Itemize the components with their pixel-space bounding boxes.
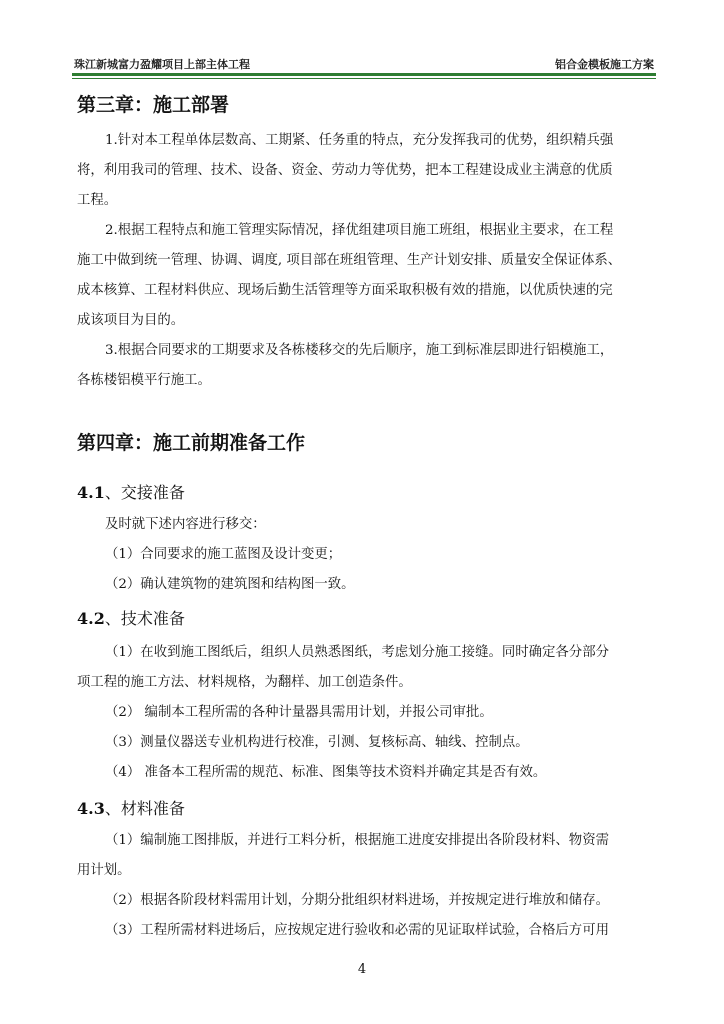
paragraph-line: 1.针对本工程单体层数高、工期紧、任务重的特点，充分发挥我司的优势，组织精兵强: [105, 133, 614, 148]
list-item: （1）合同要求的施工蓝图及设计变更；: [105, 547, 342, 562]
section-number: 4.2: [77, 609, 105, 628]
header-document-title: 铝合金模板施工方案: [555, 58, 654, 71]
section-title: 、交接准备: [104, 483, 185, 502]
paragraph-line: 成本核算、工程材料供应、现场后勤生活管理等方面采取积极有效的措施，以优质快速的完: [77, 283, 613, 298]
list-item: （2） 编制本工程所需的各种计量器具需用计划，并报公司审批。: [105, 705, 493, 720]
page-number: 4: [357, 962, 367, 977]
paragraph-line: 2.根据工程特点和施工管理实际情况，择优组建项目施工班组，根据业主要求，在工程: [105, 223, 614, 238]
list-item: （2）确认建筑物的建筑图和结构图一致。: [105, 577, 355, 592]
paragraph-line: 成该项目为目的。: [77, 313, 185, 328]
section-4-1-heading: [77, 480, 185, 503]
list-item: （3）测量仪器送专业机构进行校准，引测、复核标高、轴线、控制点。: [105, 735, 529, 750]
section-4-2-heading: [77, 606, 185, 629]
paragraph-line: 项工程的施工方法、材料规格，为翻样、加工创造条件。: [77, 675, 412, 690]
paragraph-line: 施工中做到统一管理、协调、调度, 项目部在班组管理、生产计划安排、质量安全保证体系、: [77, 253, 622, 268]
section-title: 、材料准备: [104, 799, 185, 818]
paragraph-line: 各栋楼铝模平行施工。: [77, 373, 211, 388]
section-4-3-heading: [77, 796, 185, 819]
chapter-4-title: 第四章：施工前期准备工作: [77, 432, 306, 454]
paragraph-line: 3.根据合同要求的工期要求及各栋楼移交的先后顺序，施工到标准层即进行铝模施工，: [105, 343, 614, 358]
list-item: （1）编制施工图排版，并进行工料分析，根据施工进度安排提出各阶段材料、物资需: [105, 833, 609, 848]
section-number: 4.1: [77, 483, 105, 502]
list-item: （2）根据各阶段材料需用计划，分期分批组织材料进场，并按规定进行堆放和储存。: [105, 893, 609, 908]
header-rule: [72, 73, 656, 76]
paragraph-line: 将，利用我司的管理、技术、设备、资金、劳动力等优势，把本工程建设成业主满意的优质: [77, 163, 613, 178]
paragraph-line: 工程。: [77, 193, 118, 208]
paragraph-line: 及时就下述内容进行移交：: [105, 517, 266, 532]
list-item: （4） 准备本工程所需的规范、标准、图集等技术资料并确定其是否有效。: [105, 765, 547, 780]
header-rule-thin: [72, 78, 656, 79]
list-item: （3）工程所需材料进场后，应按规定进行验收和必需的见证取样试验，合格后方可用: [105, 923, 609, 938]
page-header: [72, 56, 656, 72]
paragraph-line: 用计划。: [77, 863, 131, 878]
section-number: 4.3: [77, 799, 105, 818]
header-project-title: 珠江新城富力盈耀项目上部主体工程: [74, 58, 250, 71]
list-item: （1）在收到施工图纸后，组织人员熟悉图纸，考虑划分施工接缝。同时确定各分部分: [105, 645, 609, 660]
chapter-3-title: 第三章：施工部署: [77, 94, 230, 116]
section-title: 、技术准备: [104, 609, 185, 628]
